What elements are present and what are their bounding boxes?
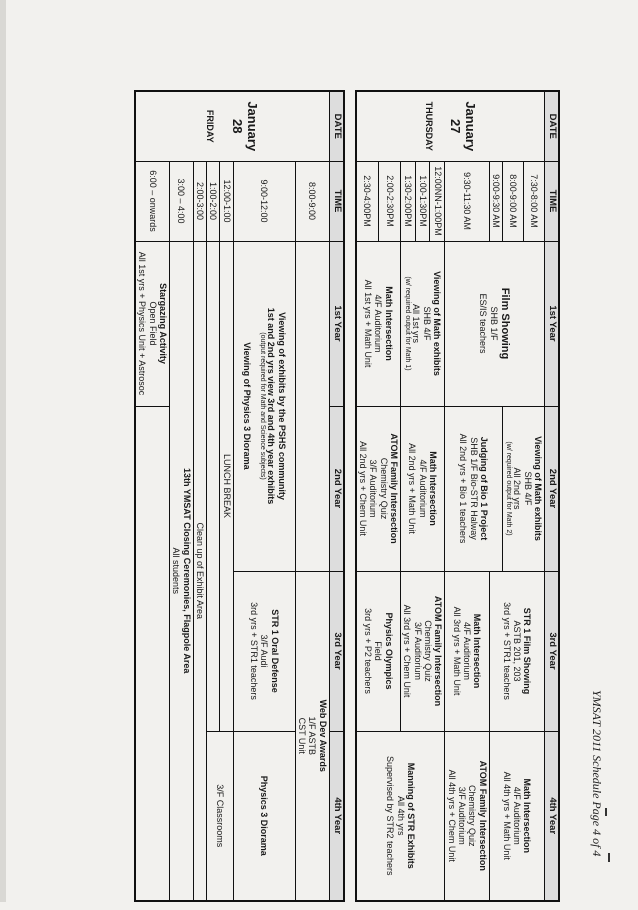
event-location: 4/F Auditorium [512, 786, 523, 845]
event-location: 3/F Auditorium [456, 786, 467, 845]
lunch-cell: LUNCH BREAK [220, 241, 233, 731]
event-title: Viewing of Math exhibits [432, 271, 443, 376]
margin-mark [605, 808, 607, 816]
header-year1: 1st Year [329, 241, 343, 406]
friday-table [134, 90, 345, 902]
date-label: January 27 [448, 101, 479, 152]
header-year4: 4th Year [329, 731, 343, 901]
event-cell [445, 731, 489, 901]
time-cell: 2:00-2:30PM [378, 161, 400, 241]
event-participants: All 2nd yrs [512, 467, 523, 510]
event-title: Film Showing [499, 287, 512, 360]
event-participants: All 4th yrs + Chem Unit [446, 769, 457, 862]
event-location: SHB 1/F Bio-STR Halway [468, 437, 479, 540]
event-participants: All 3rd yrs + Chem Unit [402, 604, 413, 698]
day-label: THURSDAY [423, 101, 434, 151]
time-cell: 6:00 – onwards [135, 161, 170, 241]
event-cell: 3/F Classrooms [206, 731, 233, 901]
header-row [545, 91, 559, 901]
table-row [169, 91, 193, 901]
time-cell: 2:30-4:00PM [356, 161, 379, 241]
event-cell [445, 241, 545, 406]
event-participants: All 4th yrs + Math Unit [501, 771, 512, 860]
event-participants: All 1st yrs + Physics Unit + Astrosoc [137, 251, 148, 396]
event-location: 3/F Auditorium [412, 621, 423, 681]
event-title: Web Dev Awards [317, 699, 328, 772]
date-cell [135, 91, 329, 161]
event-cell [233, 571, 295, 731]
event-participants: All 2nd yrs + Chem Unit [357, 441, 368, 536]
event-title: Physics 3 Diorama [259, 775, 270, 856]
time-cell: 3:00 – 4:00 [169, 161, 193, 241]
empty-cell [135, 406, 170, 901]
event-title: Viewing of exhibits by the PSHS community [276, 312, 287, 500]
event-cell [233, 731, 295, 901]
event-title: STR 1 Oral Defense [269, 609, 280, 693]
event-location: ASTB 201, 203 [512, 620, 523, 682]
header-year4: 4th Year [545, 731, 559, 901]
event-participants: All 2nd yrs + Math Unit [407, 443, 418, 534]
cleanup-cell: Clean up of Exhibit Area [193, 241, 206, 901]
event-title: ATOM Family Intersection [388, 433, 399, 544]
event-location: 3/F Audi [259, 634, 270, 668]
event-location: SHB 1/F [488, 306, 499, 341]
event-title: ATOM Family Intersection [477, 760, 488, 871]
table-row [430, 91, 445, 901]
time-cell: 1:00-2:00 [206, 161, 219, 241]
event-title: Manning of STR Exhibits [405, 762, 416, 869]
event-title: Stargazing Activity [157, 283, 168, 364]
event-cell [169, 241, 193, 901]
event-participants: 3rd yrs + P2 teachers [363, 608, 374, 694]
event-cell [445, 406, 503, 571]
time-cell: 2:00-3:00 [193, 161, 206, 241]
event-cell [400, 406, 444, 571]
event-cell [489, 571, 544, 731]
event-title: Physics Olympics [383, 612, 394, 690]
event-subtitle: Chemistry Quiz [378, 457, 389, 520]
event-participants: All 4th yrs [395, 795, 406, 836]
time-cell: 1:00-1:30PM [415, 161, 430, 241]
event-participants: All students [171, 547, 182, 595]
event-note: (output required for Math and Science subjects) [258, 332, 266, 480]
event-cell [356, 406, 401, 571]
event-location: Open Field [147, 301, 158, 346]
event-cell [400, 571, 444, 731]
event-location: SHB 4/F [421, 306, 432, 341]
event-title: 13th YMSAT Closing Ceremonies, Flagpole Area [181, 468, 192, 674]
thursday-table [355, 90, 560, 902]
header-year1: 1st Year [545, 241, 559, 406]
time-cell: 9:00-12:00 [233, 161, 295, 241]
day-label: FRIDAY [205, 109, 216, 143]
header-date: DATE [329, 91, 343, 161]
page-edge [0, 0, 6, 902]
time-cell: 8:00-9:00 [295, 161, 329, 241]
event-location: SHB 4/F [522, 471, 533, 506]
event-cell [295, 571, 329, 901]
event-cell [400, 241, 444, 406]
header-time: TIME [545, 161, 559, 241]
event-title: Math Intersection [472, 613, 483, 689]
date-label: January 28 [230, 101, 261, 152]
event-title: Math Intersection [428, 451, 439, 526]
header-row [329, 91, 343, 901]
table-row [220, 91, 233, 901]
time-cell: 7:30-8:00 AM [524, 161, 545, 241]
time-cell: 9:00-9:30 AM [489, 161, 502, 241]
empty-cell [295, 241, 329, 571]
event-cell [356, 731, 445, 901]
header-year3: 3rd Year [545, 571, 559, 731]
table-row [233, 91, 295, 901]
event-title: Math Intersection [522, 778, 533, 853]
event-cell [356, 241, 401, 406]
event-location: 1/F ASTB [307, 716, 318, 755]
time-cell: 1:30-2:00PM [400, 161, 415, 241]
event-location: 4/F Auditorium [373, 294, 384, 353]
event-participants: 3rd yrs + STR1 teachers [501, 602, 512, 700]
event-cell [135, 241, 170, 406]
header-year3: 3rd Year [329, 571, 343, 731]
header-year2: 2nd Year [545, 406, 559, 571]
event-location: Field [373, 641, 384, 661]
event-subtitle: Chemistry Quiz [422, 620, 433, 682]
event-location: 4/F Auditorium [462, 621, 473, 681]
event-title: Viewing of Physics 3 Diorama [241, 342, 252, 470]
event-cell [503, 406, 545, 571]
header-year2: 2nd Year [329, 406, 343, 571]
header-time: TIME [329, 161, 343, 241]
table-row [524, 91, 545, 901]
time-cell: 12:00-1:00 [220, 161, 233, 241]
event-title: ATOM Family Intersection [433, 595, 444, 707]
event-participants: All 1st yrs [411, 303, 422, 343]
time-cell: 9:30-11:30 AM [445, 161, 489, 241]
event-participants: 3rd yrs + STR1 teachers [248, 602, 259, 700]
time-cell: 12:00NN-1:00PM [430, 161, 445, 241]
event-subtitle: 1st and 2nd yrs view 3rd and 4th year exhibits [266, 307, 277, 505]
header-date: DATE [545, 91, 559, 161]
event-note: (w/ required output for Math 1) [404, 276, 412, 371]
event-note: Supervised by STR2 teachers [385, 755, 396, 876]
date-cell [356, 91, 545, 161]
event-participants: CST Unit [296, 717, 307, 754]
event-cell [356, 571, 401, 731]
table-row [135, 91, 170, 901]
event-title: Math Intersection [383, 286, 394, 361]
event-participants: All 2nd yrs + Bio 1 teachers [458, 433, 469, 544]
event-participants: ES/IS teachers [478, 293, 489, 354]
schedule-sheet [115, 90, 560, 900]
margin-mark [608, 853, 610, 862]
event-title: Judging of Bio 1 Project [479, 436, 490, 541]
empty-cell [206, 241, 219, 731]
event-participants: All 1st yrs + Math Unit [363, 279, 374, 368]
event-title: STR 1 Film Showing [522, 607, 533, 695]
event-location: 4/F Auditorium [417, 459, 428, 518]
table-row [193, 91, 206, 901]
event-title: Viewing of Math exhibits [533, 436, 544, 541]
page-footer: YMSAT 2011 Schedule Page 4 of 4 [590, 690, 604, 857]
event-cell [445, 571, 489, 731]
event-participants: All 3rd yrs + Math Unit [451, 606, 462, 696]
table-row [295, 91, 329, 901]
event-subtitle: Chemistry Quiz [467, 784, 478, 847]
event-cell [233, 241, 295, 571]
event-note: (w/ required output for Math 2) [505, 441, 513, 536]
event-cell [489, 731, 544, 901]
time-cell: 8:00-9:00 AM [503, 161, 524, 241]
event-location: 3/F Auditorium [368, 459, 379, 518]
